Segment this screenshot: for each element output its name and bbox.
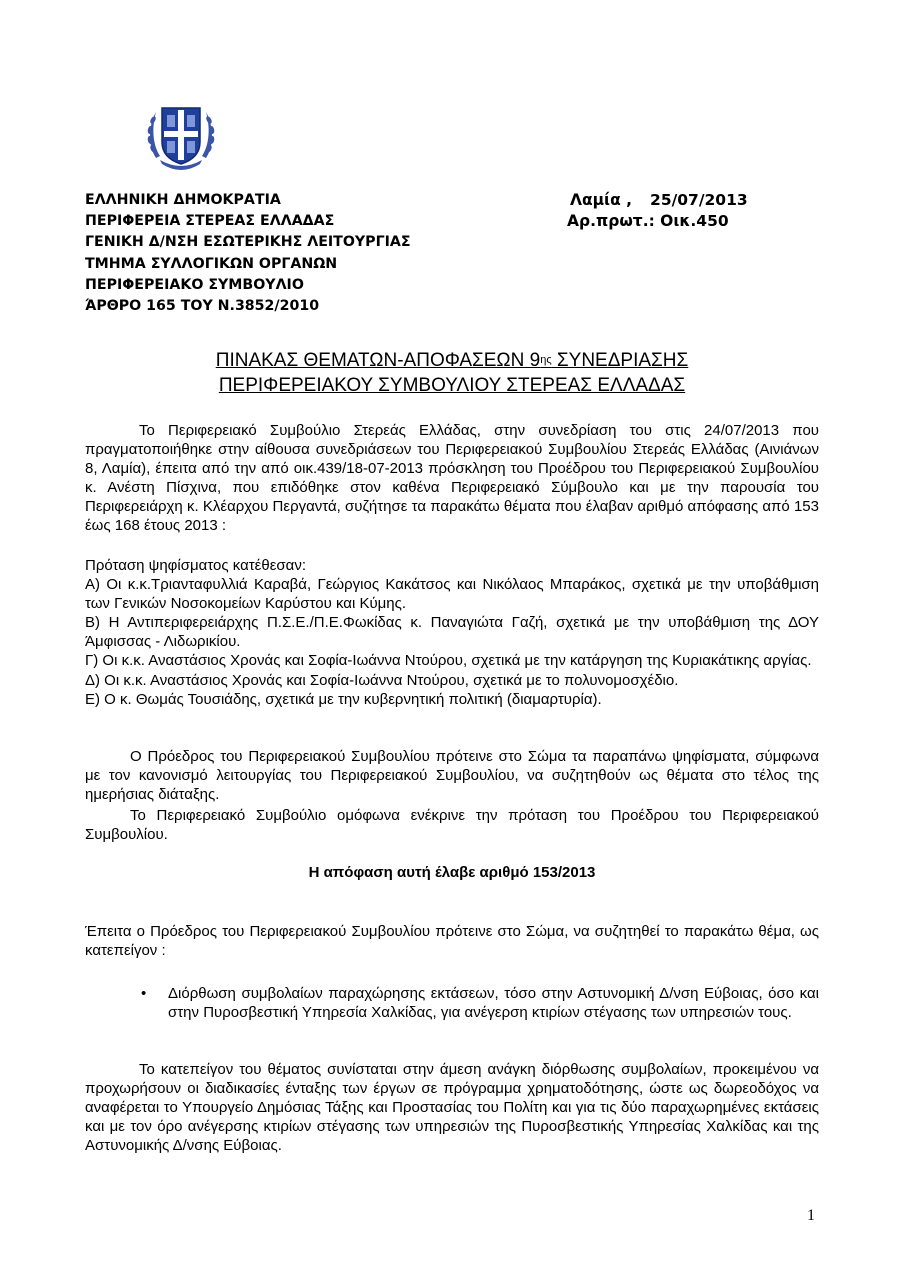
title-line-1-end: ΣΥΝΕΔΡΙΑΣΗΣ xyxy=(551,350,689,371)
resolution-item: Γ) Οι κ.κ. Αναστάσιος Χρονάς και Σοφία-Ιωάννα Ντούρου, σχετικά με την κατάργηση της Κυριακάτικης αργίας. xyxy=(85,652,812,670)
title-line-2: ΠΕΡΙΦΕΡΕΙΑΚΟΥ ΣΥΜΒΟΥΛΙΟΥ ΣΤΕΡΕΑΣ ΕΛΛΑΔΑΣ xyxy=(218,375,686,396)
reason-paragraph: Το κατεπείγον του θέματος συνίσταται στην άμεση ανάγκη διόρθωσης συμβολαίων, προκειμένου να προχωρήσουν οι διαδικασίες ένταξης των έργων σε πρόγραμμα χρηματοδότησης, ώστε ως δωρεοδόχος να αναφέρεται το Υπουργείο Δημόσιας Τάξης και Προστασίας του Πολίτη και για τις δύο παραχωρημένες εκτάσεις και με τον όρο ανέγερσης κτιρίων στέγασης των υπηρεσιών της Πυροσβεστικής Υπηρεσίας Χαλκίδας και της Αστυνομικής Δ/νσης Εύβοιας. xyxy=(85,1061,819,1155)
resolution-item: Ε) Ο κ. Θωμάς Τουσιάδης, σχετικά με την κυβερνητική πολιτική (διαμαρτυρία). xyxy=(85,690,602,708)
issuer-block xyxy=(85,190,411,317)
urgent-paragraph: Έπειτα ο Πρόεδρος του Περιφερειακού Συμβουλίου πρότεινε στο Σώμα, να συζητηθεί το παρακάτω θέμα, ως κατεπείγον : xyxy=(85,923,819,960)
resolutions-section xyxy=(85,556,819,709)
bullet-item xyxy=(85,984,819,1022)
document-title xyxy=(85,348,819,398)
resolutions-heading: Πρόταση ψηφίσματος κατέθεσαν: xyxy=(85,557,306,574)
date: 25/07/2013 xyxy=(650,191,748,209)
resolution-item: Α) Οι κ.κ.Τριανταφυλλιά Καραβά, Γεώργιος Κακάτσος και Νικόλαος Μπαράκος, σχετικά με την υποβάθμιση των Γενικών Νοσοκομείων Καρύστου και Κύμης. xyxy=(85,576,819,613)
issuer-line: ΤΜΗΜΑ ΣΥΛΛΟΓΙΚΩΝ ΟΡΓΑΝΩΝ xyxy=(85,255,338,272)
approval-paragraph: Το Περιφερειακό Συμβούλιο ομόφωνα ενέκρινε την πρόταση του Προέδρου του Περιφερειακού Συμβουλίου. xyxy=(85,807,819,844)
resolution-item: Β) Η Αντιπεριφερειάρχης Π.Σ.Ε./Π.Ε.Φωκίδας κ. Παναγιώτα Γαζή, σχετικά με την υποβάθμιση της ΔΟΥ Άμφισσας - Λιδωρικίου. xyxy=(85,614,819,651)
resolution-item: Δ) Οι κ.κ. Αναστάσιος Χρονάς και Σοφία-Ιωάννα Ντούρου, σχετικά με το πολυνομοσχέδιο. xyxy=(85,671,679,689)
issuer-line: ΠΕΡΙΦΕΡΕΙΑ ΣΤΕΡΕΑΣ ΕΛΛΑΔΑΣ xyxy=(85,213,335,230)
bullet-symbol: • xyxy=(141,985,147,1002)
decision-number: Η απόφαση αυτή έλαβε αριθμό 153/2013 xyxy=(308,864,596,881)
issuer-line: ΆΡΘΡΟ 165 ΤΟΥ Ν.3852/2010 xyxy=(85,298,320,315)
protocol-number: Αρ.πρωτ.: Οικ.450 xyxy=(567,212,729,231)
place: Λαμία , xyxy=(570,191,633,209)
issuer-line: ΠΕΡΙΦΕΡΕΙΑΚΟ ΣΥΜΒΟΥΛΙΟ xyxy=(85,276,304,293)
intro-paragraph: Το Περιφερειακό Συμβούλιο Στερεάς Ελλάδας, στην συνεδρίαση του στις 24/07/2013 που πραγματοποιήθηκε στην αίθουσα συνεδριάσεων του Περιφερειακού Συμβουλίου Στερεάς Ελλάδας (Αινιάνων 8, Λαμία), έπειτα από την από οικ.439/18-07-2013 πρόσκληση του Προέδρου του Περιφερειακού Συμβουλίου κ. Ανέστη Πίσχινα, που επιδόθηκε στον καθένα Περιφερειακό Σύμβουλο και με την παρουσία του Περιφερειάρχη κ. Κλέαρχου Περγαντά, συζήτησε τα παρακάτω θέματα που έλαβαν αριθμό απόφασης από 153 έως 168 έτους 2013 : xyxy=(85,422,819,535)
issuer-line: ΕΛΛΗΝΙΚΗ ΔΗΜΟΚΡΑΤΙΑ xyxy=(85,192,281,208)
issuer-line: ΓΕΝΙΚΗ Δ/ΝΣΗ ΕΣΩΤΕΡΙΚΗΣ ΛΕΙΤΟΥΡΓΙΑΣ xyxy=(85,234,411,251)
title-line-1: ΠΙΝΑΚΑΣ ΘΕΜΑΤΩΝ-ΑΠΟΦΑΣΕΩΝ 9 xyxy=(215,350,541,371)
bullet-text: Διόρθωση συμβολαίων παραχώρησης εκτάσεων, τόσο στην Αστυνομική Δ/νση Εύβοιας, όσο και στην Πυροσβεστική Υπηρεσία Χαλκίδας, για ανέγερση κτιρίων στέγασης των υπηρεσιών τους. xyxy=(168,985,819,1022)
date-protocol-block xyxy=(567,190,748,232)
title-superscript: ης xyxy=(540,354,552,366)
greek-republic-emblem xyxy=(146,98,216,174)
page-number: 1 xyxy=(807,1207,815,1224)
president-paragraph: Ο Πρόεδρος του Περιφερειακού Συμβουλίου πρότεινε στο Σώμα τα παραπάνω ψηφίσματα, σύμφωνα με τον κανονισμό λειτουργίας του Περιφερειακού Συμβουλίου, να συζητηθούν ως θέματα στο τέλος της ημερήσιας διάταξης. xyxy=(85,748,819,804)
